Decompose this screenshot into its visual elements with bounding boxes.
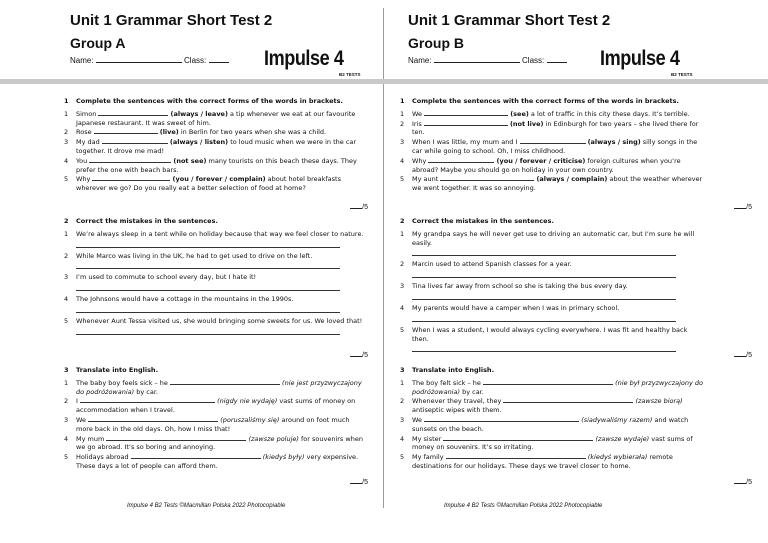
score-field[interactable] (734, 202, 746, 209)
answer-line[interactable] (76, 305, 340, 313)
exercise-number: 2 (64, 217, 69, 225)
impulse-logo: Impulse 4 (600, 47, 680, 70)
list-item: 5 Holidays abroad (kiedyś były) very expensive. These days a lot of people can afford them. (64, 453, 359, 470)
exercise-instruction: Translate into English. (76, 366, 159, 374)
exercise-number: 3 (64, 366, 69, 374)
list-item: 4 Why (you / forever / criticise) foreign cultures when you’re abroad? Maybe you should go on holiday in your own country. (400, 156, 681, 174)
list-item: 5 My aunt (always / complain) about the weather wherever we went together. It was so annoying. (400, 175, 703, 193)
exercise-number: 3 (400, 366, 405, 374)
exercise-1 (400, 97, 706, 194)
list-item: 1 Simon (always / leave) a tip whenever we eat at our favourite Japanese restaurant. It was sweet of him. (64, 109, 356, 127)
score-box: /5 (350, 477, 368, 486)
exercise-1 (64, 97, 364, 194)
exercise-number: 1 (64, 97, 69, 105)
group-label: Group A (70, 35, 126, 51)
exercise-instruction: Correct the mistakes in the sentences. (76, 217, 218, 225)
list-item: 3 My dad (always / listen) to loud music when we were in the car together. It drove me mad! (64, 138, 357, 155)
class-field[interactable] (547, 55, 567, 63)
list-item: 2 Whenever they travel, they (zawsze biorą) antiseptic wipes with them. (400, 397, 683, 415)
answer-line[interactable] (76, 261, 340, 269)
exercise-instruction: Correct the mistakes in the sentences. (412, 217, 554, 225)
answer-line[interactable] (76, 240, 340, 248)
answer-gap[interactable] (80, 397, 215, 403)
class-label: Class: (522, 56, 545, 65)
answer-gap[interactable] (89, 157, 171, 163)
exercise-instruction: Translate into English. (412, 366, 495, 374)
list-item: 1 The boy felt sick – he (nie był przyzwyczajony do podróżowania) by car. (400, 378, 704, 396)
list-item: 4 The Johnsons would have a cottage in the mountains in the 1990s. (64, 295, 294, 304)
list-item: 3 When I was little, my mum and I (always / sing) silly songs in the car while going to school. Oh, I miss childhood. (400, 138, 698, 155)
test-title: Unit 1 Grammar Short Test 2 (70, 12, 273, 29)
answer-gap[interactable] (428, 157, 494, 163)
answer-gap[interactable] (424, 416, 579, 422)
logo-subtitle: B2 TESTS (671, 72, 693, 77)
exercise-3 (64, 366, 364, 472)
score-box: /5 (734, 477, 752, 486)
score-box: /5 (350, 350, 368, 359)
name-field[interactable] (434, 55, 520, 63)
list-item: 2 I (nigdy nie wydaję) vast sums of money on accommodation when I travel. (64, 397, 356, 415)
list-item: 3 I’m used to commute to school every day, but I hate it! (64, 273, 257, 282)
exercise-3 (400, 366, 706, 472)
impulse-logo: Impulse 4 (264, 47, 344, 70)
list-item: 2 Rose (live) in Berlin for two years when she was a child. (64, 128, 327, 137)
answer-gap[interactable] (440, 175, 534, 181)
list-item: 1 We’re always sleep in a tent while on holiday because that way we feel closer to nature. (64, 229, 364, 238)
list-item: 2 While Marco was living in the UK, he had to get used to drive on the left. (64, 251, 313, 260)
list-item: 2 Marcin used to attend Spanish classes for a year. (400, 260, 572, 269)
score-field[interactable] (734, 477, 746, 484)
name-label: Name: (408, 56, 432, 65)
exercise-number: 2 (400, 217, 405, 225)
list-item: 1 My grandpa says he will never get use to driving an automatic car, but I’m sure he will easily. (400, 229, 695, 247)
name-class-row (408, 55, 567, 65)
list-item: 4 My mum (zawsze poluje) for souvenirs when we go abroad. It’s so boring and annoying. (64, 434, 363, 452)
score-field[interactable] (734, 350, 746, 357)
answer-gap[interactable] (106, 435, 246, 441)
exercise-2 (400, 217, 706, 356)
list-item: 1 We (see) a lot of traffic in this city these days. It’s terrible. (400, 109, 690, 118)
answer-gap[interactable] (483, 379, 613, 385)
list-item: 5 When I was a student, I would always cycling everywhere. I was fit and healthy back then. (400, 325, 688, 343)
list-item: 1 The baby boy feels sick – he (nie jest przyzwyczajony do podróżowania) by car. (64, 378, 362, 396)
logo-subtitle: B2 TESTS (339, 72, 361, 77)
name-field[interactable] (96, 55, 182, 63)
page-footer: Impulse 4 B2 Tests ©Macmillan Polska 2022 Photocopiable (127, 503, 286, 509)
answer-gap[interactable] (88, 416, 218, 422)
answer-gap[interactable] (446, 453, 586, 459)
name-label: Name: (70, 56, 94, 65)
answer-gap[interactable] (170, 379, 280, 385)
list-item: 3 Tina lives far away from school so she is taking the bus every day. (400, 282, 628, 291)
list-item: 4 My parents would have a camper when I was in primary school. (400, 303, 620, 312)
list-item: 4 You (not see) many tourists on this beach these days. They prefer the one with beach bars. (64, 156, 357, 174)
score-field[interactable] (350, 202, 362, 209)
answer-gap[interactable] (443, 435, 593, 441)
exercise-instruction: Complete the sentences with the correct forms of the words in brackets. (76, 97, 343, 105)
answer-gap[interactable] (520, 138, 586, 144)
list-item: 5 My family (kiedyś wybierała) remote destinations for our holidays. These days we travel closer to home. (400, 453, 673, 470)
answer-line[interactable] (412, 344, 676, 352)
answer-gap[interactable] (94, 128, 158, 134)
score-field[interactable] (350, 477, 362, 484)
answer-gap[interactable] (503, 397, 633, 403)
answer-line[interactable] (412, 248, 676, 256)
exercise-instruction: Complete the sentences with the correct forms of the words in brackets. (412, 97, 679, 105)
header-bar (384, 79, 768, 84)
group-label: Group B (408, 35, 464, 51)
list-item: 5 Whenever Aunt Tessa visited us, she would bringing some sweets for us. We loved that! (64, 316, 363, 325)
answer-gap[interactable] (424, 120, 508, 126)
test-title: Unit 1 Grammar Short Test 2 (408, 12, 611, 29)
name-class-row (70, 55, 229, 65)
answer-gap[interactable] (92, 175, 170, 181)
list-item: 3 We (poruszaliśmy się) around on foot much more back in the old days. Oh, how I miss that! (64, 415, 350, 433)
header-bar (0, 79, 384, 84)
list-item: 4 My sister (zawsze wydaje) vast sums of money on souvenirs. It’s so irritating. (400, 434, 693, 452)
answer-line[interactable] (76, 327, 340, 335)
score-box: /5 (734, 350, 752, 359)
answer-line[interactable] (412, 270, 676, 278)
page-footer: Impulse 4 B2 Tests ©Macmillan Polska 2022 Photocopiable (444, 503, 603, 509)
answer-gap[interactable] (131, 453, 261, 459)
class-label: Class: (184, 56, 207, 65)
score-box: /5 (350, 202, 368, 211)
test-page-group-b (384, 0, 768, 543)
answer-line[interactable] (412, 314, 676, 322)
answer-gap[interactable] (98, 110, 168, 116)
list-item: 3 We (siadywaliśmy razem) and watch sunsets on the beach. (400, 415, 689, 433)
list-item: 2 Iris (not live) in Edinburgh for two years – she lived there for ten. (400, 119, 699, 137)
score-field[interactable] (350, 350, 362, 357)
answer-line[interactable] (412, 292, 676, 300)
score-box: /5 (734, 202, 752, 211)
answer-line[interactable] (76, 283, 340, 291)
answer-gap[interactable] (424, 110, 508, 116)
class-field[interactable] (209, 55, 229, 63)
list-item: 5 Why (you / forever / complain) about hotel breakfasts wherever we go? Do you really eat a better selection of food at home? (64, 175, 341, 193)
answer-gap[interactable] (102, 138, 168, 144)
exercise-number: 1 (400, 97, 405, 105)
exercise-2 (64, 217, 364, 339)
